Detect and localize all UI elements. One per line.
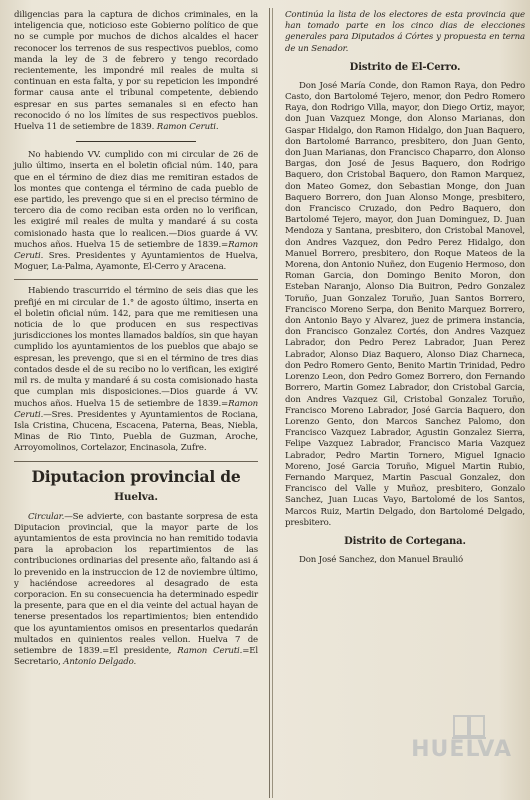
paragraph-text: —Se advierte, con bastante sorpresa de esta Diputacion provincial, que la mayor parte de los ayuntamientos de esta provincia no han remitido todavia para la aprobacion los repartimientos de las contribuciones ordinarias del presente año, faltando asi á lo prevenido en la instruccion de 12 de noviembre último, y haciéndose acreedores al desagrado de esta corporacion. En su consecuencia ha determinado espedir la presente, para que en el dia veinte del actual hayan de tenerse presentados los repartimientos; bien entendido que los ayuntamientos omisos en presentarlos quedarán multados en quinientos reales vellon. Huelva 7 de setiembre de 1839.=El presidente, (14, 511, 258, 656)
signature: Ramon Ceruti. (14, 239, 258, 262)
separator-rule (14, 461, 258, 462)
section-subheading: Huelva. (114, 490, 158, 503)
column-divider (269, 8, 270, 798)
paragraph-baldios (14, 286, 258, 454)
addressees: Sres. Presidentes y Ayuntamientos de Huelva, Moguer, La-Palma, Ayamonte, El-Cerro y Aracena. (14, 251, 258, 273)
separator-rule (76, 141, 196, 142)
addressees: —Sres. Presidentes y Ayuntamientos de Rociana, Isla Cristina, Chucena, Escacena, Paterna, Beas, Niebla, Minas de Rio Tinto, Puebla de Guzman, Aroche, Arroyomolinos, Cortelazor, Encinasola, Zufre. (14, 409, 258, 454)
left-column (14, 10, 258, 673)
watermark-text: HUELVA (411, 737, 512, 762)
paragraph-text: =El Secretario, (14, 645, 258, 668)
column-divider-inner (272, 8, 273, 798)
signature: Ramon Ceruti. (156, 122, 219, 133)
district-heading-cortegana: Distrito de Cortegana. (344, 535, 466, 547)
separator-rule (14, 279, 258, 280)
signature: Antonio Delgado. (63, 657, 137, 668)
electors-list-cortegana: Don José Sanchez, don Manuel Braulió (299, 554, 463, 565)
paragraph-text: diligencias para la captura de dichos criminales, en la inteligencia que, noticioso este Gobierno político de que no se cumple por muchos de dichos alcaldes el hacer reconocer los terrenos de sus respectivos pueblos, como manda la ley de 3 de febrero y tengo recordado recientemente, les impondré mil reales de multa si continuan en esta falta, y por su repeticion les impondré formar causa ante el tribunal competente, debiendo espresar en sus partes semanales si en efecto han reconocido ó no los límites de sus respectivos pueblos. Huelva 11 de setiembre de 1839. (14, 10, 258, 133)
paragraph-text: Habiendo trascurrido el término de seis dias que les prefijé en mi circular de 1.° de agosto último, inserta en el boletin oficial núm. 142, para que me remitiesen una noticia de lo que producen en sus respectivas jurisdicciones los montes llamados baldíos, sin que hayan cumplido los ayuntamientos de los pueblos que abajo se espresan, les prevengo, que si en el término de tres dias contados desde el de su recibo no lo verifican, les exigiré mil rs. de multa y mandaré á su costa comisionado hasta que cumplan mis disposiciones.—Dios guarde á VV. muchos años. Huelva 15 de setiembre de 1839.= (14, 286, 258, 409)
paragraph-criminals (14, 10, 258, 133)
library-watermark (411, 714, 516, 764)
circular-label: Circular. (28, 511, 65, 522)
signature: Ramon Ceruti. (14, 398, 258, 420)
electors-intro: Continúa la lista de los electores de esta provincia que han tomado parte en los cinco dias de elecciones generales para Diputados á Córtes y propuesta en terna de un Senador. (285, 10, 525, 54)
section-heading: Diputacion provincial de (31, 466, 241, 486)
paragraph-circular (14, 512, 258, 669)
electors-list-el-cerro: Don José María Conde, don Ramon Raya, don Pedro Casto, don Bartolomé Tejero, menor, don Pedro Romero Raya, don Rodrigo Villa, mayor, don Diego Ortiz, mayor, don Juan Vazquez Monge, don Alonso Marianas, don Gaspar Hidalgo, don Ramon Hidalgo, don Juan Baquero, don Bartolomé Barranco, presbitero, don Juan Gento, don Juan Marianas, don Francisco Chaparro, don Alonso Bargas, don José de Jesus Baquero, don Rodrigo Baquero, don Cristobal Baquero, don Ramon Marquez, don Mateo Gomez, don Sebastian Monge, don Juan Baquero Borrero, don Juan Alonso Monge, presbitero, don Francisco Cruzado, don Pedro Baquero, don Bartolomé Tejero, mayor, don Juan Dominguez, D. Juan Mendoza y Santana, presbitero, don Cristobal Manovel, don Andres Vazquez, don Pedro Perez Hidalgo, don Manuel Borrero, presbitero, don Roque Mateos de la Morena, don Antonio Nuñez, don Eugenio Hermoso, don Roman Garcia, don Domingo Benito Moron, don Esteban Naranjo, Alonso Dia Buitron, Pedro Gonzalez Toruño, Juan Gonzalez Toruño, Juan Santos Borrero, Francisco Moreno Serpa, don Benito Marquez Borrero, don Antonio Bayo y Alvarez, juez de primera instancia, don Francisco Gonzalez Cortés, don Andres Vazquez Labrador, don Pedro Perez Labrador, Juan Perez Labrador, Alonso Diaz Baquero, Alonso Diaz Charneca, don Pedro Romero Gento, Benito Martin Trinidad, Pedro Lorenzo Leon, don Pedro Gomez Borrero, don Fernando Borrero, Martin Gomez Labrador, don Cristobal Garcia, don Andres Vazquez Gil, Cristobal Gonzalez Toruño, Francisco Moreno Labrador, José Garcia Baquero, don Lorenzo Gento, don Marcos Sanchez Palomo, don Francisco Vazquez Labrador, Agustin Gonzalez Sierra, Felipe Vazquez Labrador, Francisco Maria Vazquez Labrador, Pedro Martin Tornero, Miguel Ignacio Moreno, José Garcia Toruño, Miguel Martin Rubio, Fernando Marquez, Martin Pascual Gonzalez, don Francisco del Valle y Muñoz, presbitero, Gonzalo Sanchez, Juan Lucas Vayo, Bartolomé de los Santos, Marcos Ruiz, Martin Delgado, don Bartolomé Delgado, presbitero. (285, 80, 525, 528)
signature: Ramon Ceruti. (177, 645, 243, 656)
paragraph-text: No habiendo VV. cumplido con mi circular de 26 de julio último, inserta en el boletin oficial núm. 140, para que en el término de diez dias me remitiran estados de los montes que contenga el término de cada pueblo de ese partido, les prevengo que si en el preciso término de tercero dia de como reciban esta orden no lo verifican, les exigiré mil reales de multa y mandaré á su costa comisionado hasta que lo realicen.—Dios guarde á VV. muchos años. Huelva 15 de setiembre de 1839.= (14, 150, 258, 250)
right-column (285, 10, 525, 571)
district-heading-el-cerro: Distrito de El-Cerro. (349, 61, 461, 73)
paragraph-montes (14, 150, 258, 273)
